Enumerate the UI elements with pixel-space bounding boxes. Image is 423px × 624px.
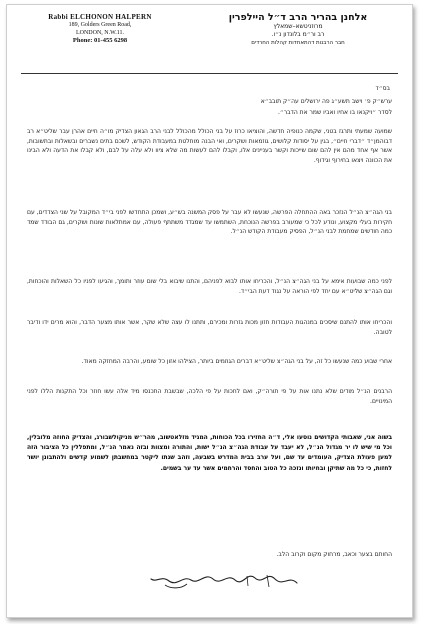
address-line-2: LONDON, N.W.11. <box>75 30 125 36</box>
opening-line: לסדר ״ויקנאו בו אחיו ואביו שמר את הדבר״. <box>277 109 392 116</box>
letterhead-divider <box>21 73 398 74</box>
paragraph-5: אחרי שבוע כמה שנעשו כל זה, על בני הגה״צ שליט״א דברים הגוזמים ביותר, הצילהו אזון כל שומע, והרבה המחזקה מאוד. <box>81 358 392 365</box>
hebrew-line-2: רב ור״מ בלונדון נ״ו. <box>271 31 325 38</box>
hebrew-letterhead <box>198 12 398 47</box>
hebrew-line-1: מרוזניטשא–שמאלץ <box>273 23 323 30</box>
letter-page <box>6 4 413 618</box>
paragraph-3: לפני כמה שבועות אימא על בני הגה״צ הנ״ל, והכריחו אותו לבוא לפניהם, והתנו שיבוא בלי שום עוזר ותומך, והגיעו לפניו כל השאלות והוכחות, וגם הגה״צ שליט״א עם יחד לפי הוראה על נגוד דעת הבי״ד. <box>27 278 392 295</box>
date-line: ערש״ק פ׳ וישב תשע״ג פה ירושלים עה״ק תובב״א <box>260 98 392 105</box>
handwritten-signature <box>147 569 307 593</box>
rabbi-name: Rabbi ELCHONON HALPERN <box>48 13 152 21</box>
paragraph-6: הרבנים הנ״ל מודים שלא נתנו אות על פי תורה״ק, ואם לחכות על פי הלכה, שבשבת התכנסו מיד אלה עשו חוזר וכל התקנות הללו לפני המינויים. <box>27 388 392 405</box>
paragraph-2: בני הגה״צ הנ״ל הנזכר באה ההתחלה הפרשה, שנעשו לא עבר על פסק המשנה בש״ע, ושמכן התחדשו לפני בי״ד המקובל על שני הצדדים, עם חקירות בעלי מקצוע, ונודע לכל כי שמעורב בפרשה הנוכחת, השתמשו עד שמגדד משתתף פעולה, עם אמתלאות שונות ושקרים, גם הבודד שמד כמה חודשים שמחמת לבני הנ״ל, הפסיק מעבודת הקודש הנ״ל. <box>27 209 392 236</box>
bold-paragraph: בשוה אני, שאבותי הקדושים נוסעו אלי, ד״ה החזירו בכל הכוחות, המגיד מזלאטשוב, מהר״ש מניקולשבורג, והצדיק החוזה מלובלין, וכל מי שיש לו יר מגדול הנ״ל, לא יעבד על עבודת הגה״צ הנ״ל ישות, והתורה ומצוות ובזה נאמר הנ״ל, ומתפללין כל הציבור הזה למען פעולת הצדיק, העומדים עד שם, ועל ערב בבית המדרש בשבעה, וזהב שנתו ליקטר במחשבתן לשמוע קדשים ולהתבונן יושר לחזות, כי כל מה שתיקן ובחיותו ונזכה כל הטוב והחסד והרחמים אשר עד ער בשמים. <box>27 434 392 472</box>
address-line-1: 189, Golders Green Road, <box>68 22 132 28</box>
hebrew-name: אלחנן בהריר הרב ד״ל היילפרין <box>228 12 368 23</box>
phone-number: Phone: 01-455 6298 <box>72 37 128 44</box>
closing-line: החותם בצער וכאב, מרחוק מקום וקרוב הלב. <box>276 551 392 558</box>
english-letterhead <box>25 13 175 44</box>
hebrew-line-3: חבר הרבנות דהתאחדות קהלות החרדים <box>251 40 345 46</box>
paragraph-4: והכריחו אותו להתנם שיסכים במנהגות העבודות חזון מכות גזרות ומכירם, ותתנו לו עצה שלא שקר, אשר אותו מצער הדבר, והוא מרים ידו ודיבר לטובה. <box>27 319 392 336</box>
date-mark: בס״ד <box>375 85 390 92</box>
paragraph-1: שמועה שמעתי ותרגז בטני, שקמה כנופיה חדשה, והוציאו כרוז על בני הכולל מהכולל לבני הרב הגאון הצדיק מו״ה חיים אהרן עבר שליט״א רב דבוהמן״ד ״דברי חיים״, בגין על יסודות קלושים, גוזמאות ושקרים, ואי הבנה מוחלטת במעבודת הקודש, לשכם בתים נשברים ובשאלות ובתשובות, אשר אף אחד מהם אין להם שום שייכות וקשר בעניינים אלו, וקבלו להם לעשות מה שלא ציוו ולא עלה על לבם, ולא קבלו את הדעה ולא הבינו את הכוונה ויצאו בחירוף וגידוף. <box>27 128 392 164</box>
